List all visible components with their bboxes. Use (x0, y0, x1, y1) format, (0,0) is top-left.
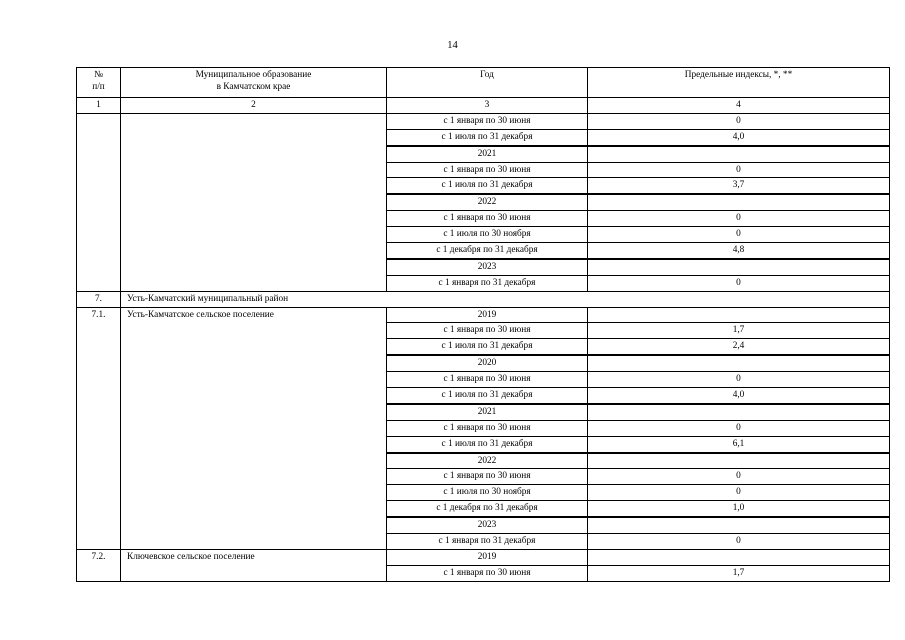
municipality-cell (121, 194, 387, 210)
row-number-cell (77, 129, 121, 145)
row-number-cell (77, 453, 121, 469)
period-cell: с 1 января по 30 июня (387, 162, 588, 178)
table-row (77, 517, 890, 533)
municipality-cell (121, 243, 387, 259)
municipality-cell: Ключевское сельское поселение (121, 549, 387, 565)
table-row (77, 211, 890, 227)
table-header-row (77, 68, 890, 98)
value-cell: 0 (588, 485, 890, 501)
table-row (77, 420, 890, 436)
column-number: 2 (121, 98, 387, 114)
municipality-cell (121, 323, 387, 339)
table-row (77, 129, 890, 145)
municipality-cell (121, 113, 387, 129)
municipality-cell (121, 565, 387, 581)
column-number: 4 (588, 98, 890, 114)
table-row (77, 355, 890, 371)
table-row (77, 259, 890, 275)
table-row (77, 534, 890, 550)
municipality-cell (121, 469, 387, 485)
municipality-cell (121, 388, 387, 404)
municipality-cell (121, 178, 387, 194)
period-cell: с 1 января по 31 декабря (387, 275, 588, 291)
row-number-cell (77, 178, 121, 194)
row-number-cell (77, 339, 121, 355)
row-number-cell (77, 404, 121, 420)
value-cell (588, 453, 890, 469)
municipality-cell (121, 501, 387, 517)
municipality-cell (121, 227, 387, 243)
table-row (77, 307, 890, 323)
period-cell: с 1 июля по 30 ноября (387, 485, 588, 501)
header-municipality-line1: Муниципальное образование (195, 70, 312, 80)
row-number-cell (77, 469, 121, 485)
header-indices: Предельные индексы, *, ** (588, 68, 890, 98)
row-number-cell: 7.2. (77, 549, 121, 565)
municipality-cell: Усть-Камчатский муниципальный район (121, 291, 387, 307)
period-cell: с 1 июля по 31 декабря (387, 388, 588, 404)
period-cell: 2023 (387, 517, 588, 533)
value-cell: 3,7 (588, 178, 890, 194)
row-number-cell (77, 372, 121, 388)
header-municipality (121, 68, 387, 98)
table-row (77, 436, 890, 452)
table-row (77, 339, 890, 355)
row-number-cell (77, 355, 121, 371)
period-cell (387, 291, 588, 307)
table-row (77, 227, 890, 243)
table-row (77, 485, 890, 501)
period-cell: с 1 декабря по 31 декабря (387, 243, 588, 259)
row-number-cell: 7. (77, 291, 121, 307)
value-cell: 0 (588, 534, 890, 550)
value-cell (588, 194, 890, 210)
table-row (77, 404, 890, 420)
value-cell (588, 291, 890, 307)
row-number-cell (77, 485, 121, 501)
value-cell (588, 517, 890, 533)
municipality-cell (121, 211, 387, 227)
table-row (77, 162, 890, 178)
page-number: 14 (447, 40, 458, 51)
row-number-cell (77, 259, 121, 275)
value-cell (588, 307, 890, 323)
row-number-cell (77, 113, 121, 129)
value-cell (588, 146, 890, 162)
row-number-cell (77, 146, 121, 162)
period-cell: 2021 (387, 404, 588, 420)
value-cell: 0 (588, 372, 890, 388)
row-number-cell (77, 565, 121, 581)
row-number-cell (77, 194, 121, 210)
value-cell: 0 (588, 113, 890, 129)
period-cell: с 1 июля по 31 декабря (387, 436, 588, 452)
row-number-cell (77, 275, 121, 291)
row-number-cell (77, 388, 121, 404)
row-number-cell (77, 243, 121, 259)
period-cell: 2022 (387, 194, 588, 210)
value-cell: 1,7 (588, 323, 890, 339)
row-number-cell: 7.1. (77, 307, 121, 323)
row-number-cell (77, 162, 121, 178)
value-cell: 0 (588, 227, 890, 243)
row-number-cell (77, 436, 121, 452)
value-cell: 1,7 (588, 565, 890, 581)
period-cell: с 1 января по 30 июня (387, 565, 588, 581)
table-row (77, 372, 890, 388)
municipality-cell (121, 404, 387, 420)
value-cell: 0 (588, 469, 890, 485)
table-row (77, 113, 890, 129)
table-row (77, 501, 890, 517)
column-numbers-row (77, 98, 890, 114)
period-cell: 2019 (387, 549, 588, 565)
row-number-cell (77, 323, 121, 339)
row-number-cell (77, 227, 121, 243)
value-cell: 2,4 (588, 339, 890, 355)
municipality-cell (121, 436, 387, 452)
municipality-cell (121, 534, 387, 550)
row-number-cell (77, 211, 121, 227)
municipality-cell (121, 372, 387, 388)
table-row (77, 388, 890, 404)
period-cell: с 1 января по 30 июня (387, 420, 588, 436)
table-row (77, 469, 890, 485)
row-number-cell (77, 517, 121, 533)
period-cell: с 1 января по 31 декабря (387, 534, 588, 550)
municipality-cell (121, 517, 387, 533)
value-cell (588, 549, 890, 565)
table-row (77, 453, 890, 469)
row-number-cell (77, 534, 121, 550)
municipality-cell (121, 339, 387, 355)
value-cell: 0 (588, 420, 890, 436)
header-number-line1: № (94, 70, 103, 80)
municipality-cell (121, 259, 387, 275)
municipality-cell (121, 453, 387, 469)
table-row (77, 549, 890, 565)
period-cell: 2023 (387, 259, 588, 275)
period-cell: с 1 января по 30 июня (387, 372, 588, 388)
tariff-index-table (76, 67, 890, 582)
municipality-cell (121, 129, 387, 145)
municipality-cell (121, 275, 387, 291)
period-cell: с 1 января по 30 июня (387, 113, 588, 129)
value-cell (588, 355, 890, 371)
municipality-cell: Усть-Камчатское сельское поселение (121, 307, 387, 323)
table-row (77, 291, 890, 307)
value-cell: 0 (588, 162, 890, 178)
table-row (77, 275, 890, 291)
column-number: 1 (77, 98, 121, 114)
column-number: 3 (387, 98, 588, 114)
period-cell: с 1 июля по 30 ноября (387, 227, 588, 243)
row-number-cell (77, 501, 121, 517)
period-cell: 2022 (387, 453, 588, 469)
table-row (77, 243, 890, 259)
municipality-cell (121, 146, 387, 162)
period-cell: 2019 (387, 307, 588, 323)
municipality-cell (121, 485, 387, 501)
header-year: Год (387, 68, 588, 98)
table-row (77, 323, 890, 339)
value-cell: 6,1 (588, 436, 890, 452)
value-cell (588, 404, 890, 420)
header-municipality-line2: в Камчатском крае (216, 82, 291, 92)
row-number-cell (77, 420, 121, 436)
header-number-line2: п/п (92, 82, 105, 92)
period-cell: с 1 января по 30 июня (387, 469, 588, 485)
value-cell: 0 (588, 211, 890, 227)
value-cell: 1,0 (588, 501, 890, 517)
period-cell: с 1 декабря по 31 декабря (387, 501, 588, 517)
period-cell: 2021 (387, 146, 588, 162)
table-row (77, 194, 890, 210)
period-cell: с 1 июля по 31 декабря (387, 178, 588, 194)
period-cell: с 1 июля по 31 декабря (387, 339, 588, 355)
value-cell: 4,8 (588, 243, 890, 259)
period-cell: с 1 января по 30 июня (387, 211, 588, 227)
header-number (77, 68, 121, 98)
municipality-cell (121, 420, 387, 436)
municipality-cell (121, 162, 387, 178)
table-row (77, 565, 890, 581)
value-cell: 0 (588, 275, 890, 291)
value-cell: 4,0 (588, 129, 890, 145)
period-cell: 2020 (387, 355, 588, 371)
value-cell: 4,0 (588, 388, 890, 404)
value-cell (588, 259, 890, 275)
table-row (77, 146, 890, 162)
table-row (77, 178, 890, 194)
municipality-cell (121, 355, 387, 371)
period-cell: с 1 июля по 31 декабря (387, 129, 588, 145)
period-cell: с 1 января по 30 июня (387, 323, 588, 339)
